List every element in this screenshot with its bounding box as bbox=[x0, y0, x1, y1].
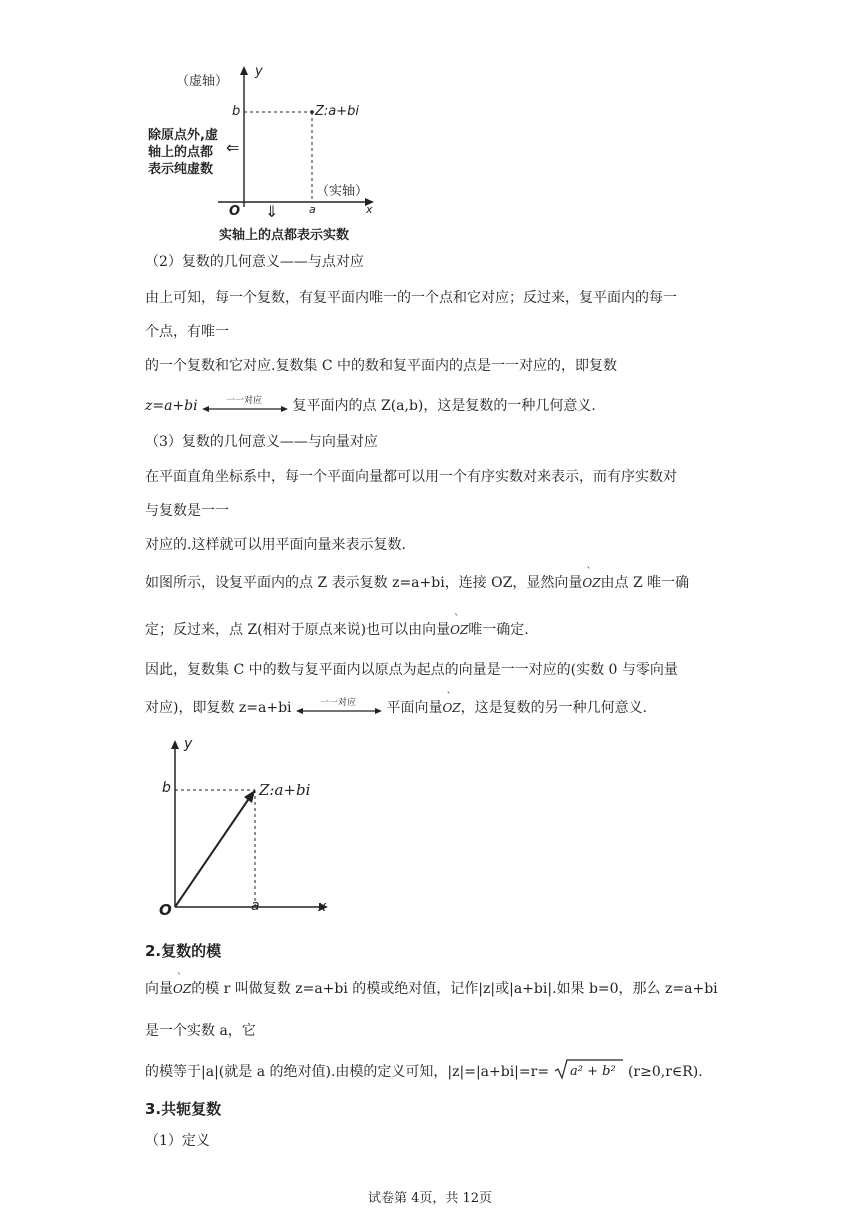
paragraph-line-vector bbox=[145, 567, 690, 593]
paragraph-text: 如图所示，设复平面内的点 Z 表示复数 z=a+bi，连接 OZ，显然向量 bbox=[145, 575, 583, 591]
paragraph-line: 的一个复数和它对应.复数集 C 中的数和复平面内的点是一一对应的，即复数 bbox=[145, 358, 618, 374]
fig2-x-label: x bbox=[318, 899, 327, 915]
fig1-y-label: y bbox=[255, 64, 263, 79]
fig1-note-line3: 表示纯虚数 bbox=[148, 162, 214, 177]
one-to-one-arrow-icon bbox=[202, 394, 288, 418]
fig1-left-arrow-icon: ⇐ bbox=[226, 138, 240, 157]
paragraph-line: 个点，有唯一 bbox=[145, 324, 229, 340]
fig1-b-label: b bbox=[232, 104, 241, 119]
subheading-point-correspondence: （2）复数的几何意义——与点对应 bbox=[145, 254, 364, 270]
paragraph-text: 复平面内的点 Z(a,b)，这是复数的一种几何意义. bbox=[292, 398, 596, 414]
paragraph-text: 对应)，即复数 z=a+bi bbox=[145, 700, 292, 716]
fig2-point-label: Z:a+bi bbox=[259, 781, 311, 799]
paragraph-line-vector bbox=[145, 614, 529, 640]
vector-oz bbox=[582, 567, 601, 593]
paragraph-line-formula bbox=[145, 394, 596, 418]
point-z bbox=[310, 110, 314, 114]
fig1-imag-axis-label: （虚轴） bbox=[176, 74, 229, 89]
one-to-one-arrow-icon bbox=[296, 696, 382, 720]
paragraph-text: 的模等于|a|(就是 a 的绝对值).由模的定义可知，|z|=|a+bi|=r= bbox=[145, 1064, 550, 1080]
paragraph-text: 定；反过来，点 Z(相对于原点来说)也可以由向量 bbox=[145, 622, 451, 638]
fig1-note-line2: 轴上的点都 bbox=[148, 145, 214, 160]
vector-label: OZ bbox=[450, 623, 469, 637]
fig1-bottom-note: 实轴上的点都表示实数 bbox=[219, 228, 350, 243]
paragraph-line-vector bbox=[145, 973, 718, 999]
paragraph-line: 在平面直角坐标系中，每一个平面向量都可以用一个有序实数对来表示，而有序实数对 bbox=[145, 469, 677, 485]
paragraph-line: 对应的.这样就可以用平面向量来表示复数. bbox=[145, 537, 406, 553]
fig2-origin-label: O bbox=[159, 901, 172, 919]
fig1-down-arrow-icon: ⇓ bbox=[265, 202, 279, 221]
paragraph-text: 平面向量 bbox=[386, 700, 443, 716]
sqrt-content: a² + b² bbox=[569, 1064, 616, 1079]
fig2-a-label: a bbox=[251, 898, 260, 914]
sqrt-expression bbox=[554, 1058, 624, 1086]
vector-oz bbox=[450, 614, 469, 640]
fig1-x-label: x bbox=[366, 203, 373, 216]
vector-arrow-mark-icon: ˋ bbox=[586, 567, 592, 578]
paragraph-text: 的模 r 叫做复数 z=a+bi 的模或绝对值，记作|z|或|a+bi|.如果 b=0，那么 z=a+bi bbox=[191, 981, 718, 997]
fig2-y-label: y bbox=[184, 736, 193, 752]
paragraph-line: 由上可知，每一个复数，有复平面内唯一的一个点和它对应；反过来，复平面内的每一 bbox=[145, 290, 677, 306]
figure-complex-plane-vector bbox=[150, 735, 340, 925]
paragraph-line: 与复数是一一 bbox=[145, 503, 229, 519]
fig1-a-label: a bbox=[309, 203, 316, 216]
vector-arrow-mark-icon: ˋ bbox=[177, 973, 182, 984]
paragraph-text: 唯一确定. bbox=[468, 622, 529, 638]
paragraph-line: 是一个实数 a，它 bbox=[145, 1023, 256, 1039]
paragraph-text: 向量 bbox=[145, 981, 173, 997]
fig1-origin-label: O bbox=[229, 204, 241, 219]
vector-arrow-mark-icon: ˋ bbox=[446, 692, 452, 703]
fig1-point-label: Z:a+bi bbox=[315, 104, 360, 119]
paragraph-text: 由点 Z 唯一确 bbox=[600, 575, 690, 591]
paragraph-text: (r≥0,r∈R). bbox=[627, 1064, 703, 1080]
page-footer: 试卷第 4页，共 12页 bbox=[367, 1191, 493, 1206]
vector-arrow-mark-icon: ˋ bbox=[454, 614, 460, 625]
paragraph-line-formula bbox=[145, 1058, 703, 1086]
paragraph-line: 因此，复数集 C 中的数与复平面内以原点为起点的向量是一一对应的(实数 0 与零向量 bbox=[145, 662, 678, 678]
vector-label: OZ bbox=[582, 576, 601, 590]
heading-modulus: 2.复数的模 bbox=[145, 942, 222, 960]
vector-label: OZ bbox=[442, 701, 461, 715]
vector-oz bbox=[173, 973, 192, 999]
heading-conjugate: 3.共轭复数 bbox=[145, 1100, 222, 1118]
arrow-text: 一一对应 bbox=[320, 698, 357, 708]
fig1-real-axis-label: （实轴） bbox=[316, 184, 369, 199]
paragraph-text: ，这是复数的另一种几何意义. bbox=[460, 700, 648, 716]
vector-label: OZ bbox=[173, 982, 192, 996]
arrow-text: 一一对应 bbox=[226, 396, 263, 406]
fig1-note-line1: 除原点外,虚 bbox=[148, 128, 218, 143]
fig2-b-label: b bbox=[162, 780, 171, 796]
subheading-definition: （1）定义 bbox=[145, 1133, 210, 1149]
vector-oz-arrow bbox=[175, 797, 250, 907]
paragraph-line-formula bbox=[145, 692, 648, 720]
subheading-vector-correspondence: （3）复数的几何意义——与向量对应 bbox=[145, 434, 378, 450]
formula-z: z=a+bi bbox=[145, 398, 198, 414]
vector-oz bbox=[442, 692, 461, 718]
